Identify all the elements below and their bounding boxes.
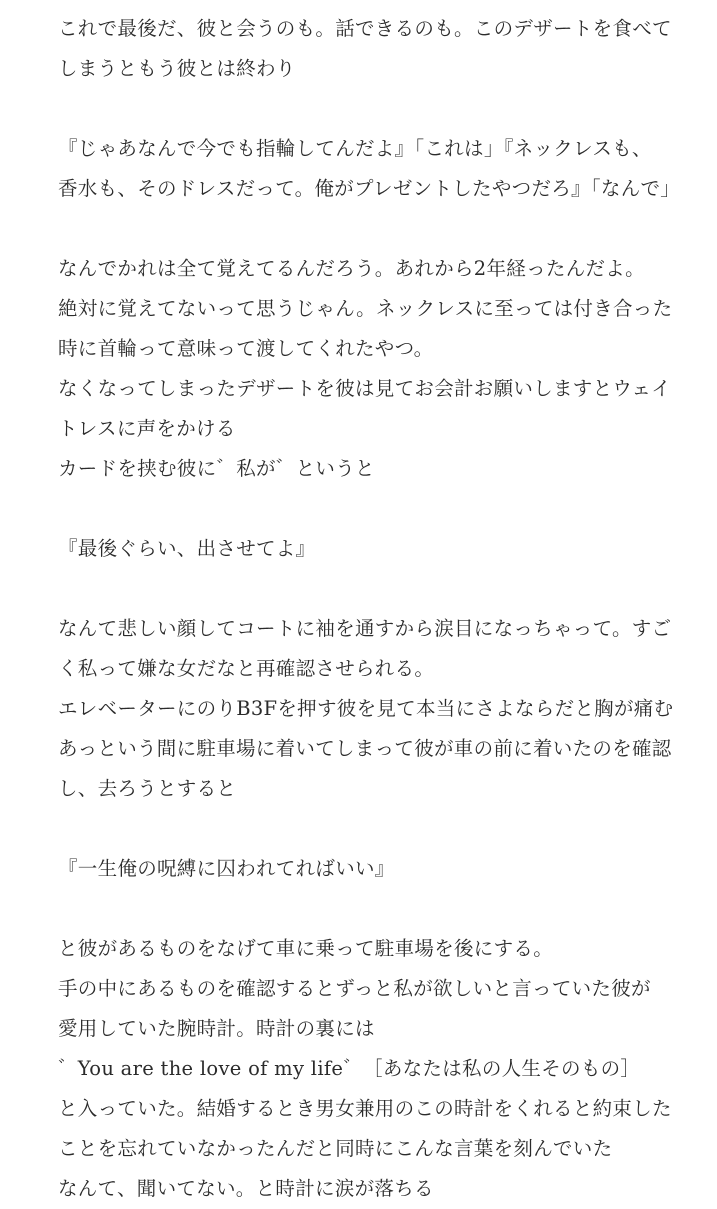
- text-line: なんでかれは全て覚えてるんだろう。あれから2年経ったんだよ。: [58, 257, 645, 280]
- text-line: あっという間に駐車場に着いてしまって彼が車の前に着いたのを確認: [58, 737, 672, 760]
- text-line: なんて、聞いてない。と時計に涙が落ちる: [58, 1177, 434, 1200]
- blank-line: [58, 489, 698, 529]
- text-line: と彼があるものをなげて車に乗って駐車場を後にする。: [58, 937, 553, 960]
- blank-line: [58, 89, 698, 129]
- text-line: ゛You are the love of my life゛［あなたは私の人生そのもの］: [58, 1057, 641, 1080]
- text-line: なんて悲しい顔してコートに袖を通すから涙目になっちゃって。すご: [58, 617, 672, 640]
- text-line: と入っていた。結婚するとき男女兼用のこの時計をくれると約束した: [58, 1097, 672, 1120]
- text-line: 愛用していた腕時計。時計の裏には: [58, 1017, 375, 1040]
- text-line: 『一生俺の呪縛に囚われてればいい』: [58, 857, 395, 880]
- text-line: これで最後だ、彼と会うのも。話できるのも。このデザートを食べて: [58, 17, 672, 40]
- text-line: 手の中にあるものを確認するとずっと私が欲しいと言っていた彼が: [58, 977, 651, 1000]
- text-line: 時に首輪って意味って渡してくれたやつ。: [58, 337, 434, 360]
- text-line: トレスに声をかける: [58, 417, 236, 440]
- text-line: なくなってしまったデザートを彼は見てお会計お願いしますとウェイ: [58, 377, 672, 400]
- blank-line: [58, 809, 698, 849]
- text-line: 絶対に覚えてないって思うじゃん。ネックレスに至っては付き合った: [58, 297, 673, 320]
- text-line: し、去ろうとすると: [58, 777, 237, 800]
- text-line: く私って嫌な女だなと再確認させられる。: [58, 657, 435, 680]
- text-line: 『じゃあなんで今でも指輪してんだよ』「これは」『ネックレスも、: [58, 137, 652, 160]
- text-line: 香水も、そのドレスだって。俺がプレゼントしたやつだろ』「なんで」: [58, 177, 681, 200]
- story-text: [58, 9, 698, 1209]
- text-line: しまうともう彼とは終わり: [58, 57, 296, 80]
- text-line: ことを忘れていなかったんだと同時にこんな言葉を刻んでいた: [58, 1137, 613, 1160]
- text-line: 『最後ぐらい、出させてよ』: [58, 537, 316, 560]
- text-line: カードを挟む彼に゛私が゛というと: [58, 457, 375, 480]
- blank-line: [58, 569, 698, 609]
- blank-line: [58, 209, 698, 249]
- text-line: エレベーターにのりB3Fを押す彼を見て本当にさよならだと胸が痛む: [58, 697, 674, 720]
- blank-line: [58, 889, 698, 929]
